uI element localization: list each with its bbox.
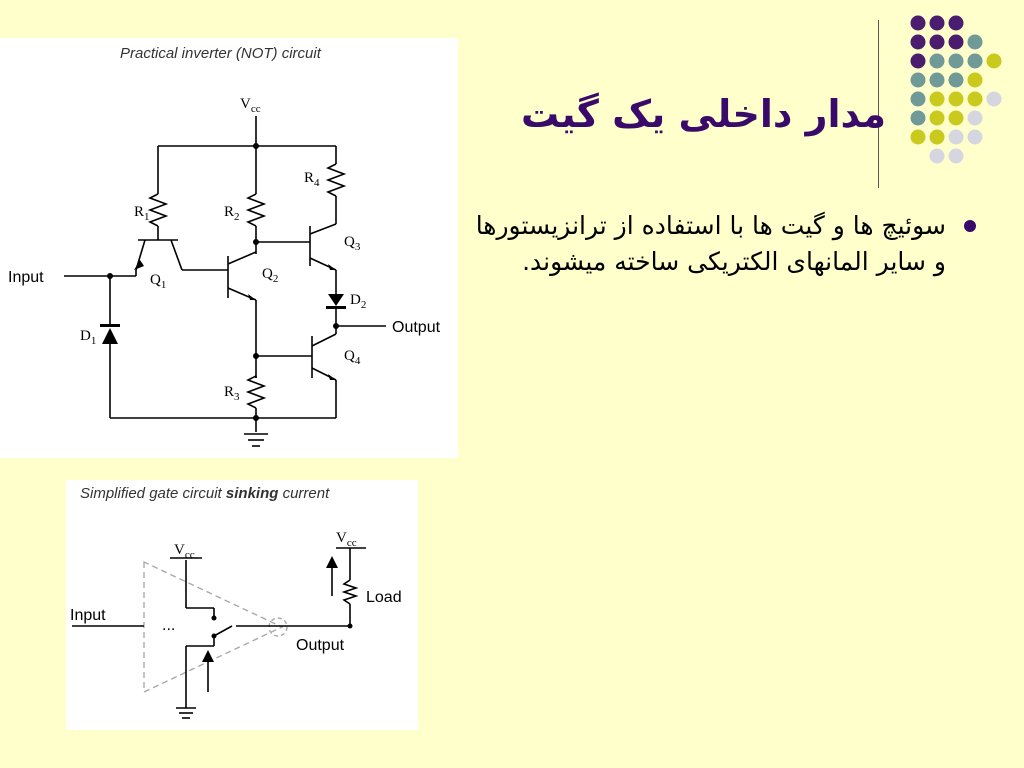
d2-label: $D_2$ bbox=[350, 292, 367, 311]
bullet-dot-icon bbox=[964, 220, 976, 232]
decorative-dot bbox=[911, 16, 926, 31]
decorative-dot bbox=[949, 111, 964, 126]
bullet-list bbox=[470, 208, 968, 280]
q4-label: $Q_4$ bbox=[344, 348, 361, 367]
decorative-dot bbox=[968, 130, 983, 145]
current-arrow-up-icon bbox=[326, 556, 338, 568]
decorative-dot bbox=[911, 35, 926, 50]
input-label: Input bbox=[70, 607, 106, 624]
input-label: Input bbox=[8, 269, 44, 286]
decorative-dot bbox=[949, 130, 964, 145]
decorative-dot bbox=[911, 73, 926, 88]
sinking-current-figure bbox=[66, 480, 418, 730]
decorative-dot bbox=[930, 130, 945, 145]
r1-label: $R_1$ bbox=[134, 204, 150, 223]
sinking-current-diagram bbox=[66, 480, 418, 730]
r4-label: $R_4$ bbox=[304, 170, 320, 189]
decorative-dot bbox=[987, 92, 1002, 107]
decorative-dot bbox=[911, 92, 926, 107]
decorative-dot bbox=[911, 111, 926, 126]
decorative-dot bbox=[930, 16, 945, 31]
vcc-label: $V_{cc}$ bbox=[240, 96, 261, 115]
current-arrow-up-icon bbox=[202, 650, 214, 662]
decorative-dot bbox=[930, 111, 945, 126]
decorative-dot bbox=[968, 35, 983, 50]
output-label: Output bbox=[392, 319, 441, 336]
decorative-dot bbox=[911, 130, 926, 145]
d1-label: $D_1$ bbox=[80, 328, 97, 347]
decorative-dot bbox=[930, 92, 945, 107]
q1-label: $Q_1$ bbox=[150, 272, 167, 291]
diode-d1-icon bbox=[102, 328, 118, 344]
output-label: Output bbox=[296, 637, 345, 654]
decorative-dot bbox=[930, 73, 945, 88]
bullet-item: سوئیچ ها و گیت ها با استفاده از ترانزیستورها و سایر المانهای الکتریکی ساخته میشوند. bbox=[475, 211, 946, 276]
decorative-dot bbox=[968, 92, 983, 107]
decorative-dot bbox=[968, 111, 983, 126]
inverter-circuit-figure bbox=[0, 38, 458, 458]
decorative-dot bbox=[949, 92, 964, 107]
decorative-dot bbox=[968, 73, 983, 88]
decorative-dot bbox=[968, 54, 983, 69]
r3-label: $R_3$ bbox=[224, 384, 240, 403]
decorative-dot bbox=[930, 54, 945, 69]
decorative-dot bbox=[930, 35, 945, 50]
load-label: Load bbox=[366, 589, 402, 606]
decorative-dot bbox=[987, 54, 1002, 69]
slide-title: مدار داخلی یک گیت bbox=[521, 92, 886, 136]
q3-label: $Q_3$ bbox=[344, 234, 361, 253]
decorative-dot bbox=[949, 16, 964, 31]
ellipsis-label: ... bbox=[162, 617, 176, 634]
diode-d2-icon bbox=[328, 294, 344, 306]
decorative-dot bbox=[949, 149, 964, 164]
decorative-dot bbox=[911, 54, 926, 69]
figure1-caption: Practical inverter (NOT) circuit bbox=[120, 45, 321, 62]
vcc-label: $V_{cc}$ bbox=[336, 530, 357, 549]
decorative-dot bbox=[949, 54, 964, 69]
decorative-dot bbox=[930, 149, 945, 164]
figure2-caption: Simplified gate circuit sinking current bbox=[80, 485, 330, 502]
r2-label: $R_2$ bbox=[224, 204, 240, 223]
q2-label: $Q_2$ bbox=[262, 266, 279, 285]
decorative-dot bbox=[949, 35, 964, 50]
decorative-dot bbox=[949, 73, 964, 88]
inverter-circuit-diagram bbox=[0, 38, 458, 458]
vcc-label: $V_{cc}$ bbox=[174, 542, 195, 561]
